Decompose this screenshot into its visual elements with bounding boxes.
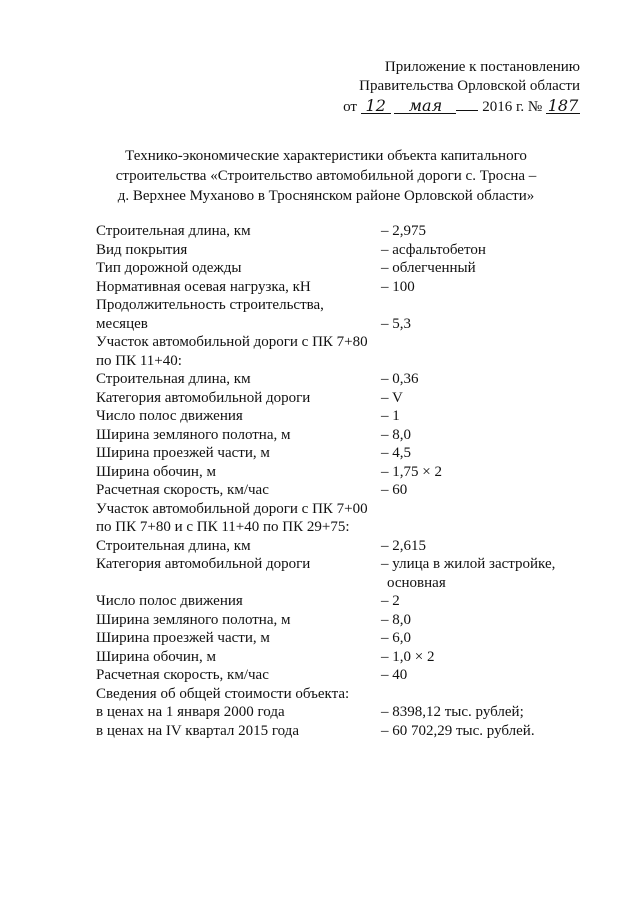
item-value: – 2 (381, 593, 400, 609)
item-label: Число полос движения (96, 593, 243, 609)
item-label: Расчетная скорость, км/час (96, 482, 269, 498)
section-heading: по ПК 11+40: (96, 352, 182, 369)
item-value: – 40 (381, 667, 408, 683)
date-year: 2016 г. № (482, 99, 543, 115)
section-heading: Участок автомобильной дороги с ПК 7+00 (96, 500, 368, 517)
item-label: Категория автомобильной дороги (96, 389, 311, 406)
list-item (96, 352, 576, 371)
list-item (96, 555, 576, 574)
item-value: – 2,615 (381, 537, 426, 554)
item-value: – 60 702,29 тыс. рублей. (381, 722, 535, 739)
item-value: – 100 (381, 278, 415, 295)
attachment-date-line (0, 96, 580, 117)
item-value: – асфальтобетон (381, 241, 486, 258)
characteristics-list (96, 222, 576, 740)
list-item (96, 592, 576, 611)
list-item (96, 518, 576, 537)
title-line-1: Технико-экономические характеристики объекта капитального (125, 148, 527, 164)
item-label: Ширина земляного полотна, м (96, 426, 291, 443)
item-label: Ширина обочин, м (96, 463, 216, 480)
list-item (96, 370, 576, 389)
item-value: – 5,3 (381, 315, 411, 332)
attachment-header (0, 58, 580, 117)
list-item (96, 666, 576, 685)
list-item (96, 426, 576, 445)
item-label: Строительная длина, км (96, 371, 251, 387)
item-label: в ценах на IV квартал 2015 года (96, 722, 299, 739)
item-value: – 8,0 (381, 611, 411, 628)
document-title (80, 146, 572, 206)
list-item (96, 537, 576, 556)
date-underline (456, 96, 478, 111)
list-item (96, 296, 576, 315)
item-label: Строительная длина, км (96, 537, 251, 554)
list-item (96, 278, 576, 297)
list-item (96, 648, 576, 667)
item-value: – 1 (381, 408, 400, 424)
item-label: Вид покрытия (96, 241, 188, 258)
item-value: – 1,0 × 2 (381, 648, 435, 665)
item-label: месяцев (96, 315, 148, 332)
item-value: – 8,0 (381, 426, 411, 443)
item-value-continued: основная (387, 574, 446, 591)
item-value: – 8398,12 тыс. рублей; (381, 704, 524, 720)
handwritten-month: мая (394, 98, 456, 114)
list-item (96, 407, 576, 426)
item-label: Расчетная скорость, км/час (96, 667, 269, 683)
item-value: – 4,5 (381, 445, 411, 461)
list-item (96, 259, 576, 278)
section-heading: Участок автомобильной дороги с ПК 7+80 (96, 334, 368, 350)
list-item (96, 481, 576, 500)
title-line-2: строительства «Строительство автомобильной дороги с. Тросна – (115, 168, 537, 184)
attachment-line-1: Приложение к постановлению (384, 59, 580, 75)
list-item (96, 389, 576, 408)
item-value: – улица в жилой застройке, (381, 556, 556, 572)
item-label: Категория автомобильной дороги (96, 556, 311, 572)
item-label: Ширина проезжей части, м (96, 630, 270, 646)
item-label: Нормативная осевая нагрузка, кН (96, 278, 311, 295)
list-item (96, 685, 576, 704)
item-label: Ширина проезжей части, м (96, 445, 270, 461)
item-value: – 1,75 × 2 (381, 463, 442, 480)
list-item (96, 315, 576, 334)
list-item (96, 241, 576, 260)
list-item (96, 722, 576, 741)
list-item (96, 703, 576, 722)
item-value: – 60 (381, 482, 408, 498)
item-value: – V (381, 389, 403, 406)
item-value: – 2,975 (381, 223, 426, 239)
item-label: Тип дорожной одежды (96, 260, 242, 276)
handwritten-day: 12 (361, 98, 391, 114)
attachment-line-2: Правительства Орловской области (359, 78, 580, 94)
list-item (96, 463, 576, 482)
item-label: Число полос движения (96, 408, 243, 424)
section-heading: Сведения об общей стоимости объекта: (96, 685, 350, 702)
list-item (96, 500, 576, 519)
list-item (96, 611, 576, 630)
item-value: – 0,36 (381, 371, 419, 387)
item-label: Строительная длина, км (96, 223, 251, 239)
date-prefix: от (343, 99, 357, 115)
list-item (96, 333, 576, 352)
item-value: – 6,0 (381, 630, 411, 646)
item-value: – облегченный (381, 260, 476, 276)
list-item (96, 574, 576, 593)
list-item (96, 222, 576, 241)
title-line-3: д. Верхнее Муханово в Троснянском районе Орловской области» (117, 188, 535, 204)
list-item (96, 629, 576, 648)
handwritten-number: 187 (547, 96, 579, 115)
item-label: Ширина обочин, м (96, 648, 216, 665)
list-item (96, 444, 576, 463)
item-label: Ширина земляного полотна, м (96, 611, 291, 628)
item-label: Продолжительность строительства, (96, 297, 324, 313)
item-label: в ценах на 1 января 2000 года (96, 704, 285, 720)
section-heading: по ПК 7+80 и с ПК 11+40 по ПК 29+75: (96, 519, 350, 535)
